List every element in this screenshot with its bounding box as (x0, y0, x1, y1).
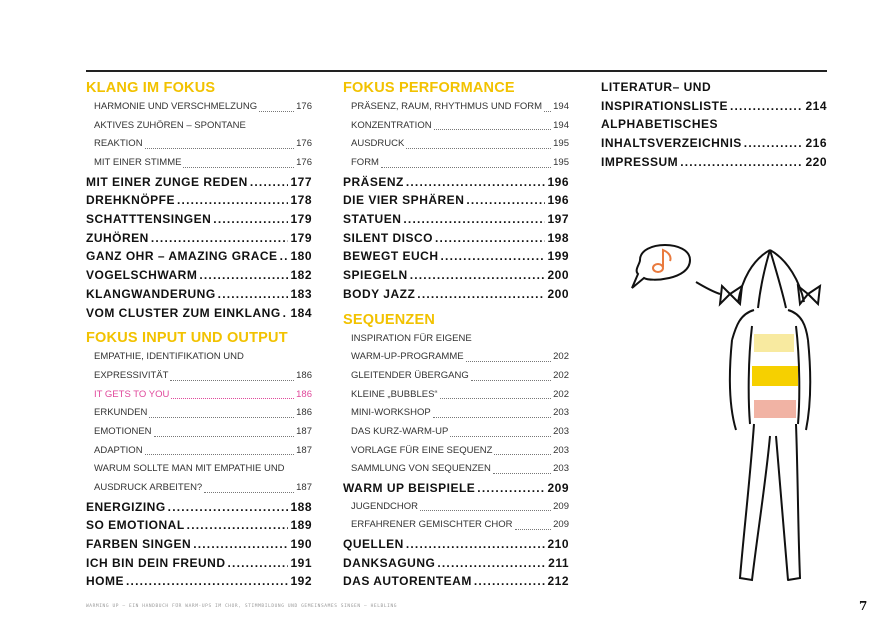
toc-entry[interactable] (343, 135, 569, 154)
toc-entry-title: EMOTIONEN (94, 425, 152, 437)
toc-entry-title: ALPHABETISCHES (601, 117, 719, 132)
toc-entry-title: SAMMLUNG VON SEQUENZEN (351, 463, 491, 475)
toc-entry-page: 211 (548, 555, 569, 570)
toc-leader (744, 134, 804, 153)
toc-entry-page: 209 (547, 481, 569, 496)
toc-entry-title: DREHKNÖPFE (86, 193, 176, 208)
toc-leader (403, 210, 545, 229)
toc-leader (410, 266, 546, 285)
toc-entry-title: GLEITENDER ÜBERGANG (351, 369, 469, 381)
toc-entry-page: 195 (553, 138, 569, 150)
toc-entry[interactable] (86, 117, 312, 136)
toc-entry-title: HARMONIE UND VERSCHMELZUNG (94, 100, 258, 112)
toc-entry[interactable] (86, 516, 312, 535)
toc-entry-page: 202 (553, 388, 569, 400)
toc-entry[interactable] (343, 248, 569, 267)
toc-entry-title: MIT EINER ZUNGE REDEN (86, 174, 248, 189)
toc-leader (259, 111, 294, 112)
toc-entry-page: 180 (290, 249, 312, 264)
toc-entry[interactable] (86, 479, 312, 498)
toc-entry-page: 186 (296, 407, 312, 419)
toc-entry[interactable] (86, 442, 312, 461)
toc-entry-page: 202 (553, 351, 569, 363)
toc-entry-page: 191 (290, 555, 312, 570)
toc-entry-title: VOM CLUSTER ZUM EINKLANG (86, 305, 281, 320)
toc-leader (417, 285, 545, 304)
toc-entry[interactable] (86, 554, 312, 573)
toc-entry[interactable] (343, 367, 569, 386)
toc-entry[interactable] (343, 386, 569, 405)
toc-entry-page: 199 (547, 249, 569, 264)
toc-entry-page: 183 (290, 286, 312, 301)
toc-entry[interactable] (343, 423, 569, 442)
toc-leader (420, 510, 551, 511)
toc-entry-title: EXPRESSIVITÄT (94, 369, 169, 381)
toc-section (343, 78, 569, 304)
section-title: SEQUENZEN (343, 311, 436, 328)
toc-leader (437, 554, 546, 573)
toc-entry[interactable] (86, 229, 312, 248)
section-title: FOKUS PERFORMANCE (343, 80, 515, 96)
toc-leader (177, 191, 288, 210)
toc-entry-page: 184 (290, 305, 312, 320)
toc-leader (433, 417, 551, 418)
toc-entry-title: LITERATUR– UND (601, 79, 712, 94)
toc-entry-title: AUSDRUCK ARBEITEN? (94, 482, 203, 494)
toc-entry[interactable] (86, 98, 312, 117)
toc-entry[interactable] (343, 173, 569, 192)
toc-entry[interactable] (86, 210, 312, 229)
toc-entry-title: SCHATTTENSINGEN (86, 212, 212, 227)
toc-entry[interactable] (343, 573, 569, 592)
toc-leader (204, 492, 294, 493)
toc-entry-title: BEWEGT EUCH (343, 249, 439, 264)
toc-entry-title: ENERGIZING (86, 499, 166, 514)
toc-leader (406, 535, 546, 554)
toc-entry-page: 194 (553, 100, 569, 112)
toc-entry-title: DAS KURZ-WARM-UP (351, 425, 449, 437)
toc-entry-title: ICH BIN DEIN FREUND (86, 555, 226, 570)
toc-entry[interactable] (601, 78, 827, 97)
toc-entry[interactable] (86, 285, 312, 304)
toc-entry-page: 203 (553, 463, 569, 475)
toc-leader (151, 229, 289, 248)
toc-entry[interactable] (86, 135, 312, 154)
toc-entry-page: 216 (805, 136, 827, 151)
toc-entry[interactable] (343, 229, 569, 248)
toc-entry-title: DANKSAGUNG (343, 555, 436, 570)
toc-leader (280, 247, 289, 266)
toc-entry-page: 203 (553, 407, 569, 419)
toc-entry[interactable] (343, 266, 569, 285)
toc-entry-title: INHALTSVERZEICHNIS (601, 136, 742, 151)
toc-entry-title: AKTIVES ZUHÖREN – SPONTANE (94, 119, 246, 131)
toc-section (601, 78, 827, 171)
toc-entry[interactable] (86, 498, 312, 517)
toc-entry-page: 200 (547, 286, 569, 301)
toc-column-2 (343, 78, 569, 591)
toc-entry-page: 192 (290, 574, 312, 589)
toc-entry-page: 198 (547, 230, 569, 245)
toc-entry-page: 209 (553, 519, 569, 531)
speech-bubble-icon (632, 245, 690, 288)
toc-entry-title: KLEINE „BUBBLES“ (351, 388, 438, 400)
toc-entry-page: 179 (290, 212, 312, 227)
toc-entry[interactable] (601, 97, 827, 116)
toc-leader (168, 498, 289, 517)
toc-entry-title: AUSDRUCK (351, 138, 405, 150)
toc-entry[interactable] (343, 535, 569, 554)
toc-leader (474, 572, 546, 591)
toc-entry[interactable] (343, 117, 569, 136)
toc-leader (145, 148, 295, 149)
toc-entry-title: ZUHÖREN (86, 230, 149, 245)
page-footer: WARMING UP – EIN HANDBUCH FÜR WARM-UPS IM CHOR, STIMMBILDUNG UND GEMEINSAMES SINGEN – HELBLING (86, 604, 398, 609)
toc-entry-title: BODY JAZZ (343, 286, 416, 301)
toc-leader (199, 266, 288, 285)
toc-entry-title: IMPRESSUM (601, 154, 679, 169)
music-note-icon (653, 250, 671, 272)
toc-entry-title: IT GETS TO YOU (94, 388, 170, 400)
toc-entry-page: 214 (805, 98, 827, 113)
toc-entry-title: WARM UP BEISPIELE (343, 481, 476, 496)
toc-entry-page: 210 (547, 537, 569, 552)
toc-entry[interactable] (343, 330, 569, 349)
toc-leader (283, 304, 289, 323)
toc-entry[interactable] (343, 442, 569, 461)
toc-entry-page: 182 (290, 268, 312, 283)
toc-leader (450, 436, 551, 437)
toc-entry-page: 177 (290, 174, 312, 189)
toc-entry-title: GANZ OHR – AMAZING GRACE (86, 249, 278, 264)
toc-entry-page: 176 (296, 138, 312, 150)
toc-entry-page: 176 (296, 100, 312, 112)
toc-leader (187, 516, 289, 535)
toc-leader (494, 454, 551, 455)
section-title: FOKUS INPUT UND OUTPUT (86, 330, 288, 347)
toc-leader (440, 398, 552, 399)
toc-entry-title: JUGENDCHOR (351, 500, 419, 512)
toc-entry-title: PRÄSENZ, RAUM, RHYTHMUS UND FORM (351, 100, 543, 112)
toc-entry-page: 220 (805, 154, 827, 169)
toc-entry-title: DIE VIER SPHÄREN (343, 193, 465, 208)
toc-entry[interactable] (343, 516, 569, 535)
toc-entry[interactable] (343, 460, 569, 479)
toc-entry-page: 188 (290, 499, 312, 514)
toc-leader (434, 129, 552, 130)
toc-leader (149, 417, 294, 418)
toc-entry[interactable] (86, 460, 312, 479)
toc-entry[interactable] (86, 573, 312, 592)
toc-entry[interactable] (343, 498, 569, 517)
toc-entry-page: 203 (553, 444, 569, 456)
toc-leader (515, 529, 552, 530)
toc-entry[interactable] (86, 266, 312, 285)
toc-entry-title: SILENT DISCO (343, 230, 434, 245)
toc-entry[interactable] (86, 191, 312, 210)
toc-leader (406, 173, 546, 192)
toc-section (86, 78, 312, 322)
toc-entry[interactable] (343, 285, 569, 304)
toc-leader (435, 229, 545, 248)
toc-leader (471, 380, 551, 381)
toc-entry-page: 186 (296, 388, 312, 400)
toc-leader (170, 380, 294, 381)
toc-leader (406, 148, 551, 149)
toc-entry[interactable] (86, 348, 312, 367)
toc-entry[interactable] (86, 404, 312, 423)
toc-entry[interactable] (343, 154, 569, 173)
toc-leader (213, 210, 288, 229)
toc-entry-page: 187 (296, 425, 312, 437)
toc-entry-page: 187 (296, 482, 312, 494)
toc-entry-page: 212 (547, 574, 569, 589)
toc-entry-title: SO EMOTIONAL (86, 518, 185, 533)
toc-entry-page: 190 (290, 537, 312, 552)
toc-leader (466, 191, 545, 210)
toc-section (86, 328, 312, 591)
toc-entry-title: WARUM SOLLTE MAN MIT EMPATHIE UND (94, 463, 285, 475)
toc-leader (218, 285, 289, 304)
toc-entry-title: DAS AUTORENTEAM (343, 574, 472, 589)
toc-entry[interactable] (86, 304, 312, 323)
toc-leader (228, 554, 289, 573)
toc-entry[interactable] (86, 173, 312, 192)
toc-entry-page: 179 (290, 230, 312, 245)
toc-entry[interactable] (343, 404, 569, 423)
toc-entry-page: 195 (553, 157, 569, 169)
toc-entry-page: 176 (296, 157, 312, 169)
toc-entry[interactable] (86, 154, 312, 173)
toc-entry[interactable] (343, 191, 569, 210)
toc-entry-page: 202 (553, 369, 569, 381)
toc-leader (183, 167, 294, 168)
toc-entry[interactable] (601, 115, 827, 134)
toc-entry-title: FORM (351, 157, 379, 169)
toc-entry[interactable] (343, 554, 569, 573)
toc-leader (145, 454, 295, 455)
toc-entry-title: FARBEN SINGEN (86, 537, 192, 552)
toc-entry-title: SPIEGELN (343, 268, 408, 283)
toc-leader (466, 361, 552, 362)
toc-entry-title: ERKUNDEN (94, 407, 148, 419)
toc-leader (493, 473, 551, 474)
toc-entry-title: QUELLEN (343, 537, 404, 552)
toc-entry[interactable] (86, 423, 312, 442)
toc-entry-title: MIT EINER STIMME (94, 157, 182, 169)
toc-column-3 (601, 78, 827, 171)
toc-entry-title: KONZENTRATION (351, 119, 432, 131)
toc-entry-title: REAKTION (94, 138, 143, 150)
toc-entry-title: VORLAGE FÜR EINE SEQUENZ (351, 444, 493, 456)
toc-entry-title: INSPIRATION FÜR EIGENE (351, 332, 472, 344)
toc-entry[interactable] (343, 98, 569, 117)
toc-entry-title: ADAPTION (94, 444, 143, 456)
toc-entry-title: PRÄSENZ (343, 174, 404, 189)
toc-entry-title: ERFAHRENER GEMISCHTER CHOR (351, 519, 513, 531)
top-rule (86, 70, 827, 72)
toc-entry-page: 194 (553, 119, 569, 131)
toc-entry[interactable] (86, 248, 312, 267)
toc-entry-page: 196 (547, 193, 569, 208)
toc-entry-page: 178 (290, 193, 312, 208)
toc-entry[interactable] (86, 367, 312, 386)
toc-leader (381, 167, 551, 168)
toc-entry[interactable] (343, 348, 569, 367)
toc-entry-page: 189 (290, 518, 312, 533)
toc-entry[interactable] (86, 535, 312, 554)
toc-leader (730, 97, 804, 116)
toc-leader (477, 479, 545, 498)
page-number: 7 (859, 599, 868, 613)
toc-entry-title: EMPATHIE, IDENTIFIKATION UND (94, 351, 244, 363)
toc-entry-title: WARM-UP-PROGRAMME (351, 351, 464, 363)
toc-entry[interactable] (601, 134, 827, 153)
toc-entry-title: STATUEN (343, 212, 402, 227)
toc-leader (544, 111, 551, 112)
toc-entry-page: 197 (547, 212, 569, 227)
toc-leader (126, 572, 288, 591)
toc-column-1 (86, 78, 312, 591)
toc-entry-title: MINI-WORKSHOP (351, 407, 431, 419)
toc-leader (250, 173, 289, 192)
toc-leader (680, 153, 803, 172)
toc-entry[interactable] (601, 153, 827, 172)
toc-entry[interactable] (343, 210, 569, 229)
toc-entry-title: INSPIRATIONSLISTE (601, 98, 728, 113)
toc-entry-page: 196 (547, 174, 569, 189)
girl-figure-icon (620, 230, 850, 590)
toc-leader (171, 398, 294, 399)
toc-entry-page: 203 (553, 425, 569, 437)
toc-entry-page: 187 (296, 444, 312, 456)
toc-leader (154, 436, 295, 437)
toc-leader (193, 535, 288, 554)
toc-entry-page: 200 (547, 268, 569, 283)
toc-entry[interactable] (86, 386, 312, 405)
toc-entry-page: 209 (553, 500, 569, 512)
toc-entry[interactable] (343, 479, 569, 498)
section-title: KLANG IM FOKUS (86, 80, 216, 96)
toc-leader (441, 247, 546, 266)
toc-entry-title: VOGELSCHWARM (86, 268, 198, 283)
toc-entry-title: KLANGWANDERUNG (86, 286, 216, 301)
toc-entry-title: HOME (86, 574, 124, 589)
toc-section (343, 310, 569, 592)
toc-entry-page: 186 (296, 369, 312, 381)
